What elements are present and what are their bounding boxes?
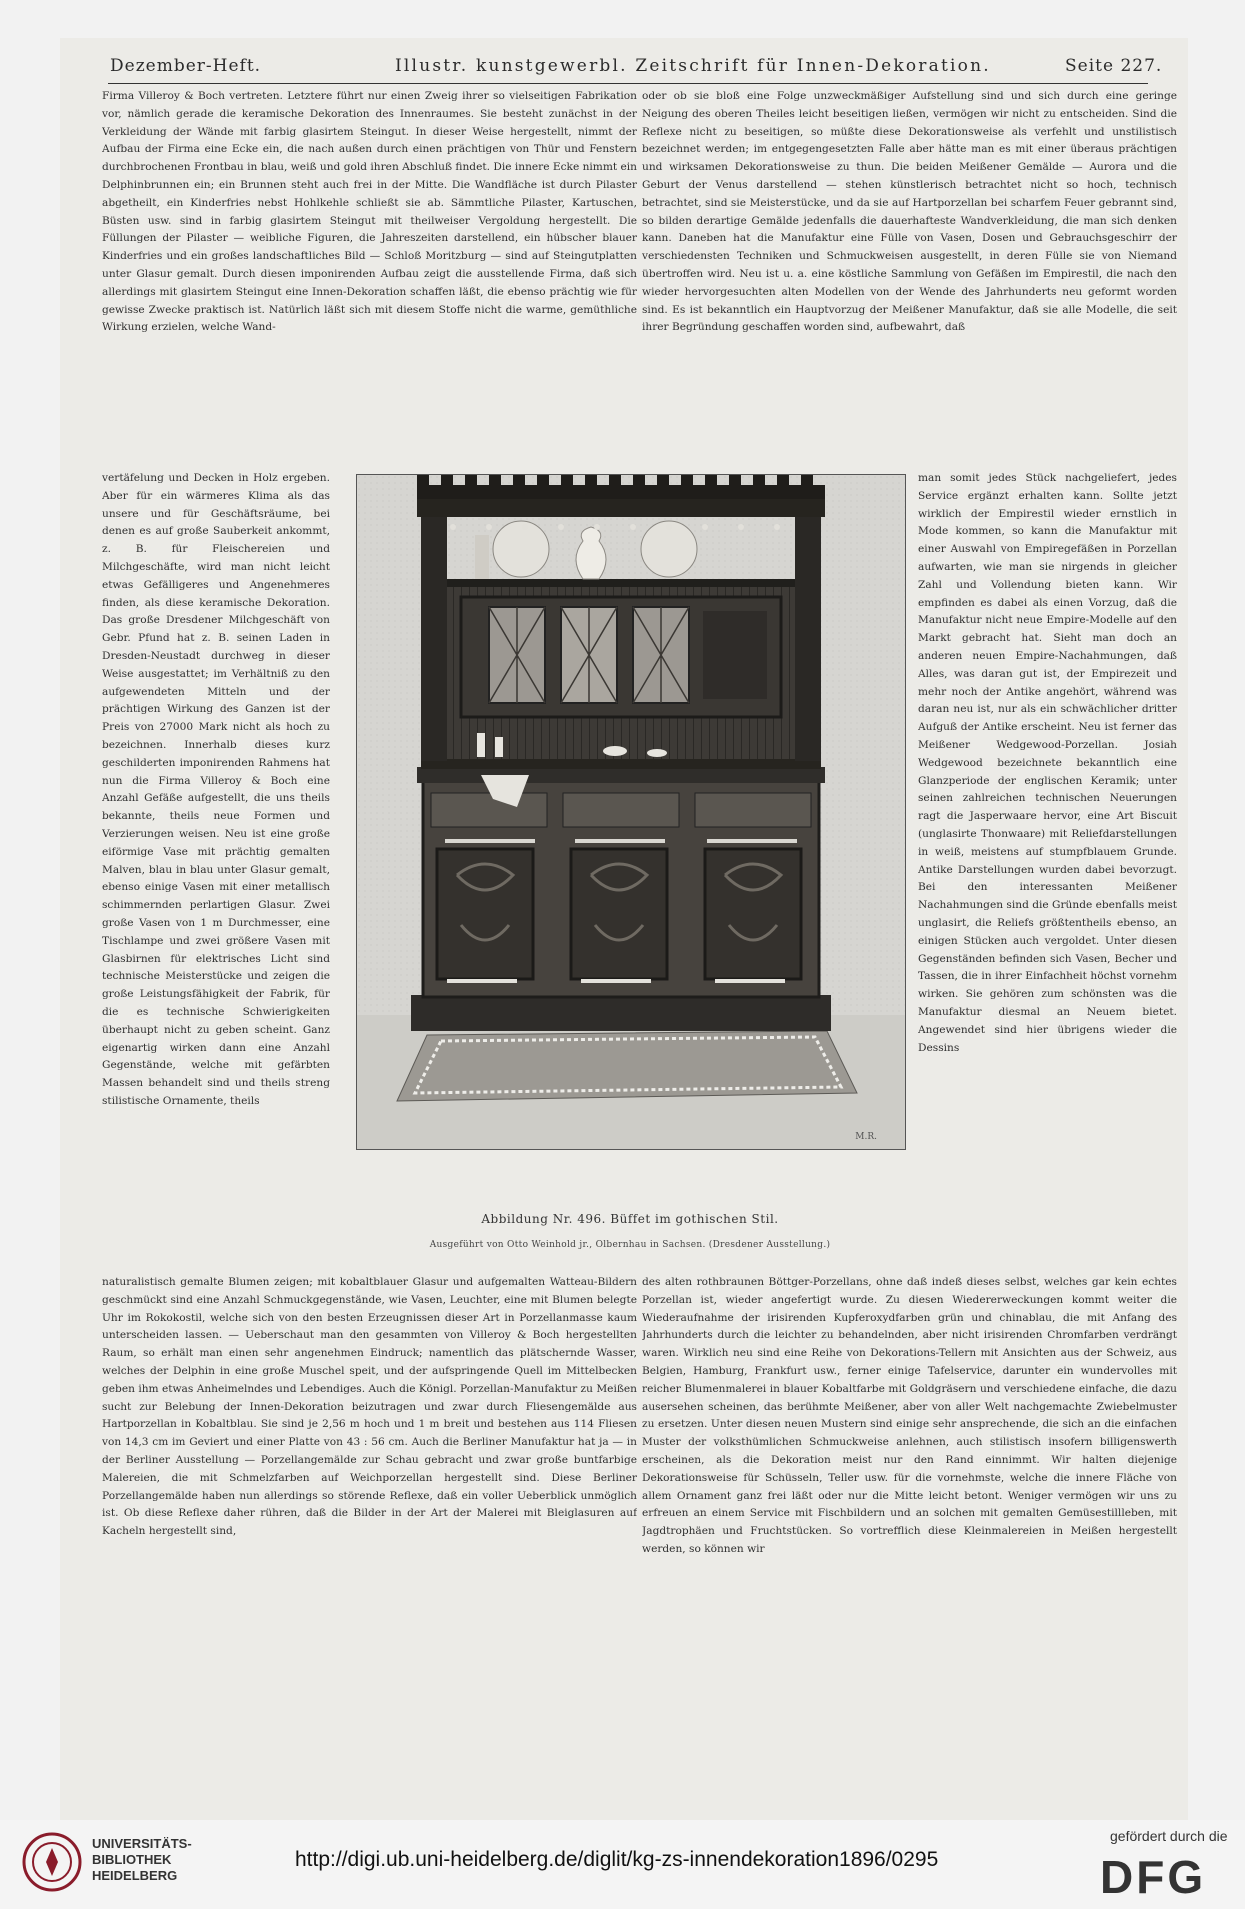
figure-credit: Ausgeführt von Otto Weinhold jr., Olbernhau in Sachsen. (Dresdener Ausstellung.) — [429, 1240, 831, 1250]
running-header-issue: Dezember-Heft. — [110, 56, 262, 76]
text-column-right-narrow — [918, 470, 1177, 1274]
text-column-left-narrow — [102, 470, 330, 1274]
paragraph: des alten rothbraunen Böttger-Porzellans, ohne daß indeß dieses selbst, welches gar kein echtes Porzellan ist, wieder angefertigt wurde. Zu diesen Wiedererweckungen kommt weiter die Wiederaufnahme der irisirenden Kupferoxydfarben grün und chinablau, die mit Anfang des Jahrhunderts durch die leichter zu behandelnden, aber nicht irisirenden Chromfarben verdrängt waren. Wirklich neu sind eine Reihe von Dekorations-Tellern mit Ansichten aus der Schweiz, aus Belgien, Hamburg, Frankfurt usw., ferner einige Tafelservice, darunter ein wundervolles mit reicher Blumenmalerei in blauer Kobaltfarbe mit Goldgräsern und verschiedene einfache, die dazu ausersehen scheinen, das berühmte Meißener, aber von aller Welt nachgemachte Zwiebelmuster zu ersetzen. Unter diesen neuen Mustern sind einige sehr ansprechende, die sich an die einfachen Muster der volksthümlichen Schmuckweise anlehnen, auch stilistisch insofern billigenswerth erscheinen, als die Dekoration meist nur den Rand einnimmt. Wir halten diejenige Dekorationsweise für Schüsseln, Teller usw. für die vornehmste, welche die innere Fläche von allem Ornament ganz frei läßt oder nur die Mitte leicht betont. Weniger vermögen wir uns zu erfreuen an einem Service mit Fischbildern und an solchen mit gemalten Gemüsestillleben, mit Jagdtrophäen und Fruchtstücken. So vortrefflich diese Kleinmalereien in Meißen hergestellt werden, so können wir — [642, 1276, 1177, 1555]
text-column-left-top — [102, 88, 637, 468]
library-name-line: UNIVERSITÄTS- — [92, 1836, 192, 1851]
text-column-left-bottom — [102, 1274, 637, 1796]
funding-label: gefördert durch die — [1110, 1828, 1228, 1844]
paragraph: Firma Villeroy & Boch vertreten. Letztere führt nur einen Zweig ihrer so vielseitigen Fabrikation vor, nämlich gerade die keramische Dekoration des Innenraumes. Sie besteht zunächst in der Verkleidung der Wände mit farbig glasirtem Steingut. In dieser Weise hergestellt, nimmt der Aufbau der Firma eine Ecke ein, die nach außen durch einen prächtigen von Thür und Fenstern durchbrochenen Frontbau in blau, weiß und gold ihren Abschluß findet. Die innere Ecke nimmt ein Delphinbrunnen ein; ein Brunnen steht auch frei in der Mitte. Die Wandfläche ist durch Pilaster abgetheilt, ein Kinderfries nebst Hohlkehle schließt sie ab. Sämmtliche Pilaster, Kartuschen, Büsten usw. sind in farbig glasirtem Steingut mit theilweiser Vergoldung hergestellt. Die Füllungen der Pilaster — weibliche Figuren, die Jahreszeiten darstellend, ein hübscher blauer Kinderfries und ein großes landschaftliches Bild — Schloß Moritzburg — sind auf Steingutplatten unter Glasur gemalt. Durch diesen imponirenden Aufbau zeigt die ausstellende Firma, daß sich allerdings mit glasirtem Steingut eine Innen-Dekoration schaffen läßt, die ebenso prächtig wie für gewisse Zwecke praktisch ist. Natürlich läßt sich mit diesem Stoffe nicht die warme, gemüthliche Wirkung erzielen, welche Wand- — [102, 90, 637, 334]
permalink-url[interactable]: http://digi.ub.uni-heidelberg.de/diglit/kg-zs-innendekoration1896/0295 — [295, 1848, 939, 1871]
library-name-line: HEIDELBERG — [92, 1868, 178, 1883]
university-seal-icon — [22, 1832, 82, 1892]
running-header-page-number: Seite 227. — [1065, 56, 1163, 76]
text-column-right-top — [642, 88, 1177, 468]
illustrator-monogram: M.R. — [855, 1132, 877, 1142]
header-rule — [108, 83, 1148, 84]
paragraph: naturalistisch gemalte Blumen zeigen; mit kobaltblauer Glasur und aufgemalten Watteau-Bildern geschmückt sind eine Anzahl Schmuckgegenstände, wie Vasen, Leuchter, eine mit Blumen belegte Uhr im Rokokostil, welche sich von den besten Erzeugnissen dieser Art in Porzellanmasse kaum unterscheiden lassen. — Ueberschaut man den gesammten von Villeroy & Boch hergestellten Raum, so erhält man einen sehr angenehmen Eindruck; namentlich das plätschernde Wasser, welches der Delphin in eine große Muschel speit, und der aufspringende Quell im Mittelbecken geben ihm etwas Anheimelndes und Lebendiges. Auch die Königl. Porzellan-Manufaktur zu Meißen sucht zur Belebung der Innen-Dekoration beizutragen und zwar durch Fliesengemälde aus Hartporzellan in Kobaltblau. Sie sind je 2,56 m hoch und 1 m breit und bestehen aus 114 Fliesen von 14,3 cm im Geviert und einer Platte von 43 : 56 cm. Auch die Berliner Manufaktur hat ja — in der Berliner Ausstellung — Porzellangemälde zur Schau gebracht und zwar große buntfarbige Malereien, die mit Schmelzfarben auf Weichporzellan hergestellt sind. Diese Berliner Porzellangemälde haben nun allerdings so störende Reflexe, daß ein voller Ueberblick unmöglich ist. Ob diese Reflexe daher rühren, daß die Bilder in der Art der Malerei mit Bleiglasuren auf Kacheln hergestellt sind, — [102, 1276, 637, 1538]
paragraph: oder ob sie bloß eine Folge unzweckmäßiger Aufstellung sind und sich durch eine geringe Neigung des oberen Theiles leicht beseitigen ließen, vermögen wir nicht zu entscheiden. Sind die Reflexe nicht zu beseitigen, so müßte diese Dekorationsweise als verfehlt und unstilistisch bezeichnet werden; im entgegengesetzten Falle aber hätte man es mit einer überaus prächtigen und wirksamen Dekorationsweise zu thun. Die beiden Meißener Gemälde — Aurora und die Geburt der Venus darstellend — stehen künstlerisch betrachtet nicht so hoch, technisch betrachtet, sind sie Meisterstücke, und da sie auf Hartporzellan bei scharfem Feuer gebrannt sind, so bilden derartige Gemälde jedenfalls die dauerhafteste Wandverkleidung, die man sich denken kann. Daneben hat die Manufaktur eine Fülle von Vasen, Dosen und Gebrauchsgeschirr der verschiedensten Techniken und Schmuckweisen ausgestellt, in deren Fülle sie von Niemand übertroffen wird. Neu ist u. a. eine köstliche Sammlung von Gefäßen im Empirestil, die nach den wieder hervorgesuchten alten Modellen von der Wende des Jahrhunderts neu geformt worden sind. Es ist bekanntlich ein Hauptvorzug der Meißener Manufaktur, daß sie alle Modelle, die seit ihrer Begründung geschaffen worden sind, aufbewahrt, daß — [642, 90, 1177, 334]
digitization-footer — [0, 1820, 1245, 1909]
library-name-line: BIBLIOTHEK — [92, 1852, 172, 1867]
library-name — [92, 1836, 192, 1884]
buffet-illustration — [356, 474, 906, 1150]
buffet-image — [357, 475, 905, 1149]
dfg-logo: DFG — [1100, 1851, 1207, 1903]
paragraph: man somit jedes Stück nachgeliefert, jedes Service ergänzt erhalten kann. Sollte jetzt wirklich der Empirestil wieder ernstlich in Mode kommen, so kann die Manufaktur mit einer Auswahl von Empiregefäßen in Porzellan aufwarten, wie man sie nirgends in gleicher Zahl und Vollendung bieten kann. Wir empfinden es dabei als einen Vorzug, daß die Manufaktur nicht neue Empire-Modelle auf den Markt gebracht hat. Sieht man doch an anderen neuen Empire-Nachahmungen, daß Alles, was daran gut ist, der Empirezeit und mehr noch der Antike angehört, während was daran neu ist, nur als ein schwächlicher dritter Aufguß der Antike erscheint. Neu ist ferner das Meißener Wedgewood-Porzellan. Josiah Wedgewood bezeichnete bekanntlich eine Glanzperiode der englischen Keramik; unter seinen zahlreichen technischen Neuerungen ragt die Jasperwaare hervor, eine Art Biscuit (unglasirte Thonwaare) mit Reliefdarstellungen in weiß, meistens auf stumpfblauem Grunde. Antike Darstellungen wurden dabei bevorzugt. Bei den interessanten Meißener Nachahmungen sind die Gründe ebenfalls meist unglasirt, die Reliefs größtentheils ebenso, an einigen Stücken auch vergoldet. Unter diesen Gegenständen befinden sich Vasen, Becher und Tassen, die in ihrer Einfachheit höchst vornehm wirken. Sie gehören zum schönsten was die Manufaktur diesmal an Neuem bietet. Angewendet sind hier übrigens wieder die Dessins — [918, 472, 1177, 1054]
running-header-title: Illustr. kunstgewerbl. Zeitschrift für Innen-Dekoration. — [395, 56, 991, 76]
magazine-page — [60, 38, 1188, 1820]
text-column-right-bottom — [642, 1274, 1177, 1796]
paragraph: vertäfelung und Decken in Holz ergeben. Aber für ein wärmeres Klima als das unsere und für Geschäftsräume, bei denen es auf große Sauberkeit ankommt, z. B. für Fleischereien und Milchgeschäfte, wird man nicht leicht etwas Gefälligeres und Angenehmeres finden, als diese keramische Dekoration. Das große Dresdener Milchgeschäft von Gebr. Pfund hat z. B. seinen Laden in Dresden-Neustadt durchweg in dieser Weise ausgestattet; im Verhältniß zu den aufgewendeten Mitteln und der prächtigen Wirkung des Ganzen ist der Preis von 27000 Mark nicht als hoch zu bezeichnen. Innerhalb dieses kurz geschilderten imponirenden Rahmens hat nun die Firma Villeroy & Boch eine Anzahl Gefäße aufgestellt, die uns theils bekannte, theils neue Formen und Verzierungen weisen. Neu ist eine große eiförmige Vase mit prächtig gemalten Malven, blau in blau unter Glasur gemalt, ebenso einige Vasen mit einer metallisch schimmernden perlartigen Glasur. Zwei große Vasen von 1 m Durchmesser, eine Tischlampe und zwei größere Vasen mit Glasbirnen für elektrisches Licht sind technische Meisterstücke und zeigen die große Leistungsfähigkeit der Fabrik, für die es technische Schwierigkeiten überhaupt nicht zu geben scheint. Ganz eigenartig wirken dann eine Anzahl Gegenstände, welche mit gefärbten Massen behandelt sind und theils streng stilistische Ornamente, theils — [102, 472, 330, 1107]
figure-caption: Abbildung Nr. 496. Büffet im gothischen Stil. — [481, 1212, 779, 1226]
